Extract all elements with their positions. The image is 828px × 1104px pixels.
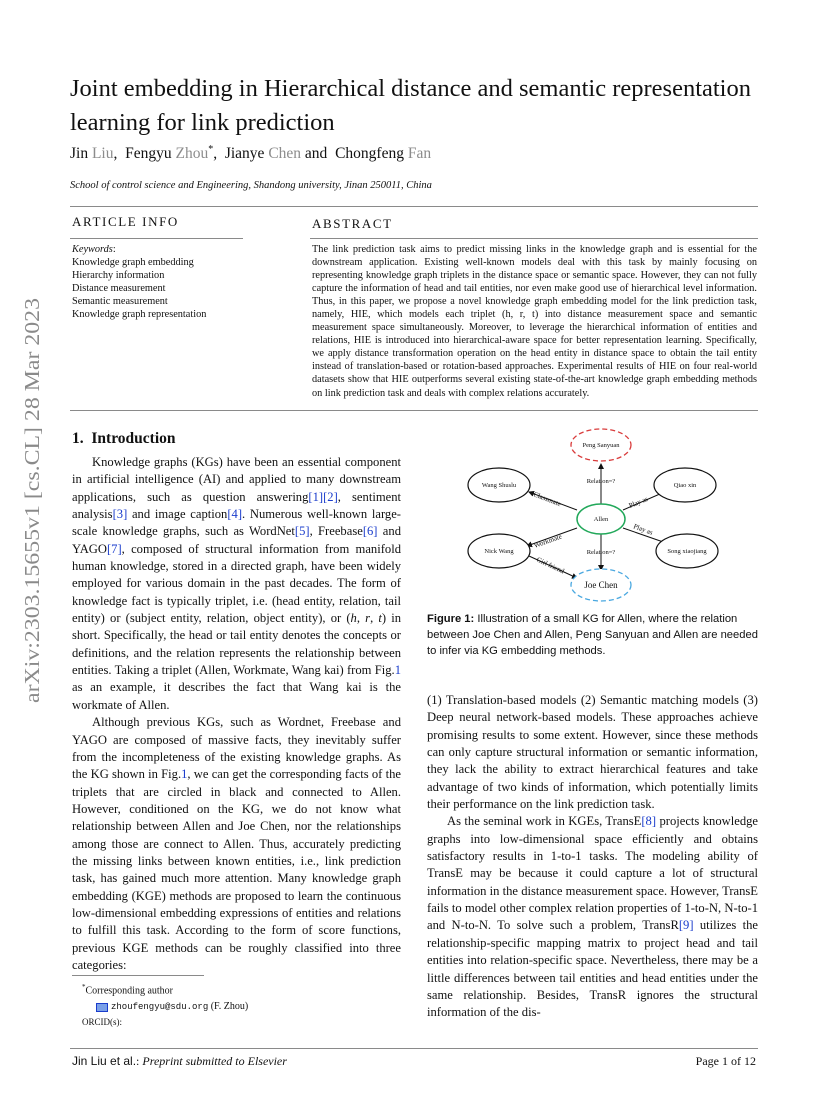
citation-link[interactable]: [2] — [323, 489, 338, 504]
section-heading: 1. Introduction — [72, 430, 176, 447]
footnote-divider — [72, 975, 204, 976]
edge-label-girlfriend: Girl friend — [535, 555, 566, 576]
affiliation: School of control science and Engineering, Shandong university, Jinan 250011, China — [70, 180, 432, 191]
footnote-corresponding: Corresponding author — [85, 985, 173, 997]
abstract-heading: ABSTRACT — [312, 216, 393, 231]
edge-label-classmate: Classmate — [532, 490, 563, 509]
author-2: Fengyu Zhou*, — [125, 144, 218, 163]
paper-title: Joint embedding in Hierarchical distance and semantic representation learning for link prediction — [70, 75, 751, 136]
citation-link[interactable]: [3] — [112, 507, 128, 522]
edge-label-workmate: Workmate — [532, 532, 563, 550]
keyword-item: Semantic measurement — [72, 296, 168, 307]
author-1: Jin Liu, — [70, 145, 118, 163]
header-divider — [70, 206, 758, 207]
abstract-text: The link prediction task aims to predict missing links in the knowledge graph and is essential for the downstream application. Existing well-known models deal with this task by mainly focusing on representing knowledge graph triplets in the distance space or semantic space. However, they can not fully capture the information of head and tail entities, nor even make good use of hierarchical level information. Thus, in this paper, we propose a novel knowledge graph embedding model for the link prediction task, namely, HIE, which models each triplet (h, r, t) into distance measurement space and semantic measurement space simultaneously. Moreover, to leverage the hierarchical information of entities and relations, HIE is introduced into hierarchical-aware space for better representation learning. Specifically, we apply distance transformation operation on the head entity in distance space to obtain the tail entity instead of translation-based or rotation-based approaches. Experimental results of HIE on four real-world datasets show that HIE outperforms several existing state-of-the-art knowledge graph embedding methods on link prediction task and deals with complex relations accurately. — [312, 244, 757, 399]
citation-link[interactable]: [7] — [106, 541, 122, 556]
node-label-wang: Wang Shuslu — [481, 482, 517, 489]
edge-label-relation-bottom: Relation=? — [586, 549, 616, 556]
node-label-peng: Peng Sanyuan — [582, 442, 620, 449]
abstract-divider — [310, 238, 758, 239]
arxiv-stamp-text: arXiv:2303.15655v1 [cs.CL] 28 Mar 2023 — [20, 337, 44, 703]
footnote: *Corresponding author zhoufengyu@sdu.org (F. Zhou) ORCID(s): — [82, 983, 249, 1028]
edge-label-relation-top: Relation=? — [586, 478, 616, 485]
node-label-joe: Joe Chen — [584, 580, 618, 590]
author-3: Jianye Chen and — [224, 145, 328, 163]
node-label-nick: Nick Wang — [484, 548, 514, 555]
author-4: Chongfeng Fan — [335, 145, 432, 163]
orcid-label: ORCID(s): — [82, 1017, 122, 1028]
right-paragraph-2: As the seminal work in KGEs, TransE[8] projects knowledge graphs into low-dimensional space efficiently and obtains satisfactory results in 1-to-1 tasks. The modeling ability of TransE may be because it could capture a lot of structural information in the distance measurement space. However, TransE fails to model other complex relation properties of 1-to-N, N-to-1 and N-to-N. To solve such a problem, TransR[9] utilizes the relationship-specific mapping matrix to project head and tail entities into relation-specific space. Nevertheless, there may be a little differences between tail entities and head entities under the same relationship. Besides, TransR ignores the structural information of the dis- — [427, 814, 759, 1020]
citation-link[interactable]: [8] — [641, 814, 657, 829]
keywords-label: Keywords — [72, 244, 113, 255]
node-label-qiao: Qiao xin — [673, 482, 697, 489]
author-list — [70, 144, 431, 163]
article-info-divider — [70, 238, 243, 239]
figure-caption: Figure 1: Illustration of a small KG for Allen, where the relation between Joe Chen and Allen, Peng Sanyuan and Allen are needed to infer via KG embedding methods. — [427, 613, 758, 657]
kg-figure — [427, 428, 759, 604]
mail-icon — [96, 1003, 108, 1012]
abstract-bottom-divider — [70, 410, 758, 411]
citation-link[interactable]: [4] — [227, 507, 243, 522]
keywords-block: Keywords: Knowledge graph embedding Hierarchy information Distance measurement Semantic measurement Knowledge graph representation — [72, 244, 207, 320]
intro-paragraph-1: Knowledge graphs (KGs) have been an essential component in artificial intelligence (AI) and applied to many downstream applications, such as question answering[1][2], sentiment analysis[3] and image caption[4]. Numerous well-known large-scale knowledge graphs, such as WordNet[5], Freebase[6] and YAGO[7], composed of structural information from manifold human knowledge, stored in a directed graph, have been widely employed for various domain in the past decades. The form of knowledge fact is typically triplet, i.e. (head entity, relation, tail entity) or (subject entity, relation, object entity), or (h, r, t) in short. Specifically, the head or tail entity denotes the concepts or definitions, and the relation represents the relationship between entities. Taking a triplet (Allen, Workmate, Wang kai) from Fig.1 as an example, it describes the fact that Wang kai is the workmate of Allen. — [72, 455, 402, 712]
citation-link[interactable]: [6] — [362, 524, 378, 539]
intro-paragraph-2: Although previous KGs, such as Wordnet, Freebase and YAGO are composed of massive facts, they inevitably suffer from the incompleteness of the existing knowledge graphs. As the KG shown in Fig.1, we can get the corresponding facts of the triplets that are circled in black and connected to Allen. However, conditioned on the KG, we do not know what relationship between Allen and Joe Chen, nor the relationships among those are connect to Allen. Thus, accurately predicting the missing links between known entities, i.e., link prediction task, has gained much more attention. Many knowledge graph embedding (KGE) methods are proposed to learn the continuous low-dimensional embedding expressions of entities and relations to fulfill this task. According to the form of score functions, previous KGE methods can be roughly classified into three categories: — [72, 715, 401, 972]
footer-left: Jin Liu et al.: Preprint submitted to Elsevier — [72, 1054, 287, 1068]
figure-link[interactable]: 1 — [181, 767, 188, 782]
keyword-item: Knowledge graph embedding — [72, 257, 194, 268]
footer-divider — [70, 1048, 758, 1049]
right-column — [427, 692, 758, 1022]
article-info-heading: ARTICLE INFO — [72, 214, 179, 229]
figure-link[interactable]: 1 — [394, 663, 401, 678]
keyword-item: Hierarchy information — [72, 270, 165, 281]
keyword-item: Knowledge graph representation — [72, 309, 207, 320]
citation-link[interactable]: [1] — [308, 489, 324, 504]
keyword-item: Distance measurement — [72, 283, 166, 294]
email-link[interactable]: zhoufengyu@sdu.org — [111, 1002, 209, 1013]
node-label-allen: Allen — [593, 516, 609, 523]
right-paragraph-1: (1) Translation-based models (2) Semantic matching models (3) Deep neural network-based models. These approaches achieve promising results to some extent. However, since these methods can only capture structural information or semantic information, they lack the ability to extract hierarchical features and take advantage of two kinds of information, which potentially limits their performance on the link prediction task. — [427, 693, 758, 812]
arxiv-stamp — [18, 298, 44, 708]
citation-link[interactable]: [9] — [678, 918, 694, 933]
citation-link[interactable]: [5] — [294, 524, 310, 539]
left-column — [72, 454, 401, 974]
node-label-song: Song xiaojiang — [667, 548, 707, 555]
page-number: Page 1 of 12 — [695, 1054, 756, 1068]
edge-label-play-top: Play as — [627, 494, 650, 510]
figure-caption-label: Figure 1: — [427, 613, 475, 625]
edge-label-play-bottom: Play as — [632, 522, 654, 537]
